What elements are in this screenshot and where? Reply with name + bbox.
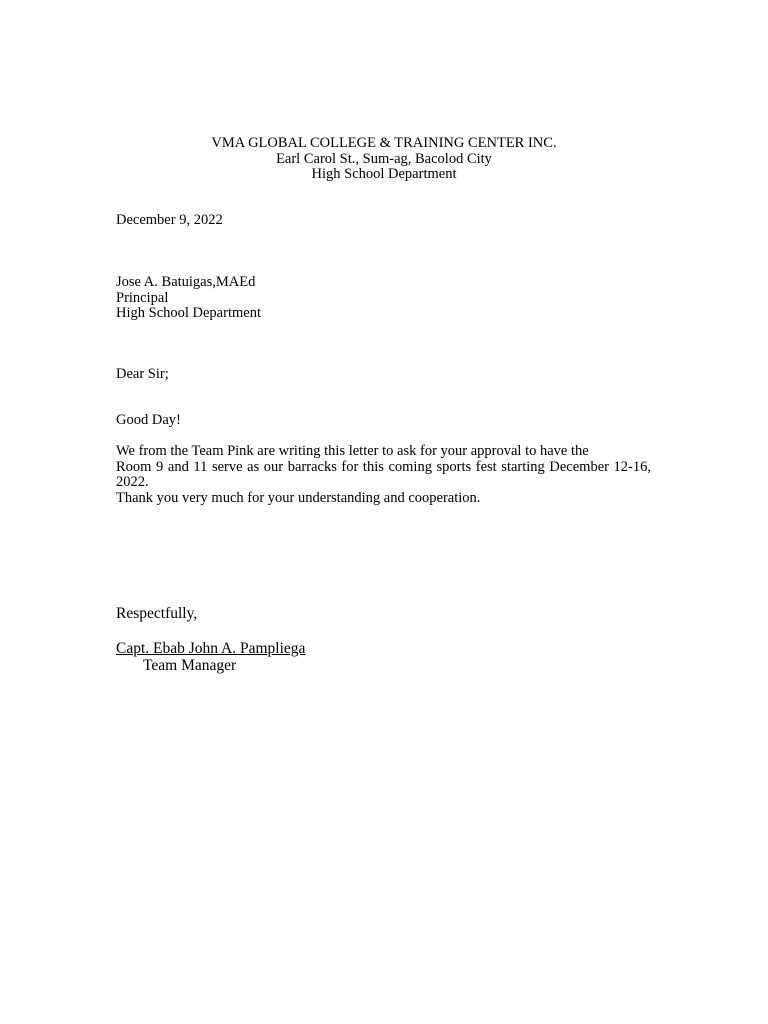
- closing: Respectfully,: [116, 605, 198, 622]
- salutation: Dear Sir;: [116, 366, 169, 382]
- body-line-intro: We from the Team Pink are writing this letter to ask for your approval to have the: [116, 443, 589, 459]
- institution-name: VMA GLOBAL COLLEGE & TRAINING CENTER INC.: [211, 135, 557, 151]
- letterhead: [0, 136, 768, 183]
- body-paragraph: Room 9 and 11 serve as our barracks for this coming sports fest starting December 12-16, 2022.: [116, 458, 651, 490]
- institution-department: High School Department: [311, 166, 457, 182]
- signature-block: [116, 640, 651, 674]
- letter-date: December 9, 2022: [116, 212, 223, 228]
- institution-address: Earl Carol St., Sum-ag, Bacolod City: [276, 150, 492, 167]
- greeting: Good Day!: [116, 412, 181, 428]
- signatory-name: Capt. Ebab John A. Pampliega: [116, 640, 306, 657]
- body-thanks: Thank you very much for your understanding and cooperation.: [116, 489, 481, 506]
- recipient-block: [116, 275, 651, 322]
- recipient-department: High School Department: [116, 305, 261, 321]
- signatory-title: Team Manager: [143, 657, 237, 674]
- letter-body: [116, 444, 651, 506]
- recipient-title: Principal: [116, 289, 169, 306]
- recipient-name: Jose A. Batuigas,MAEd: [116, 274, 256, 290]
